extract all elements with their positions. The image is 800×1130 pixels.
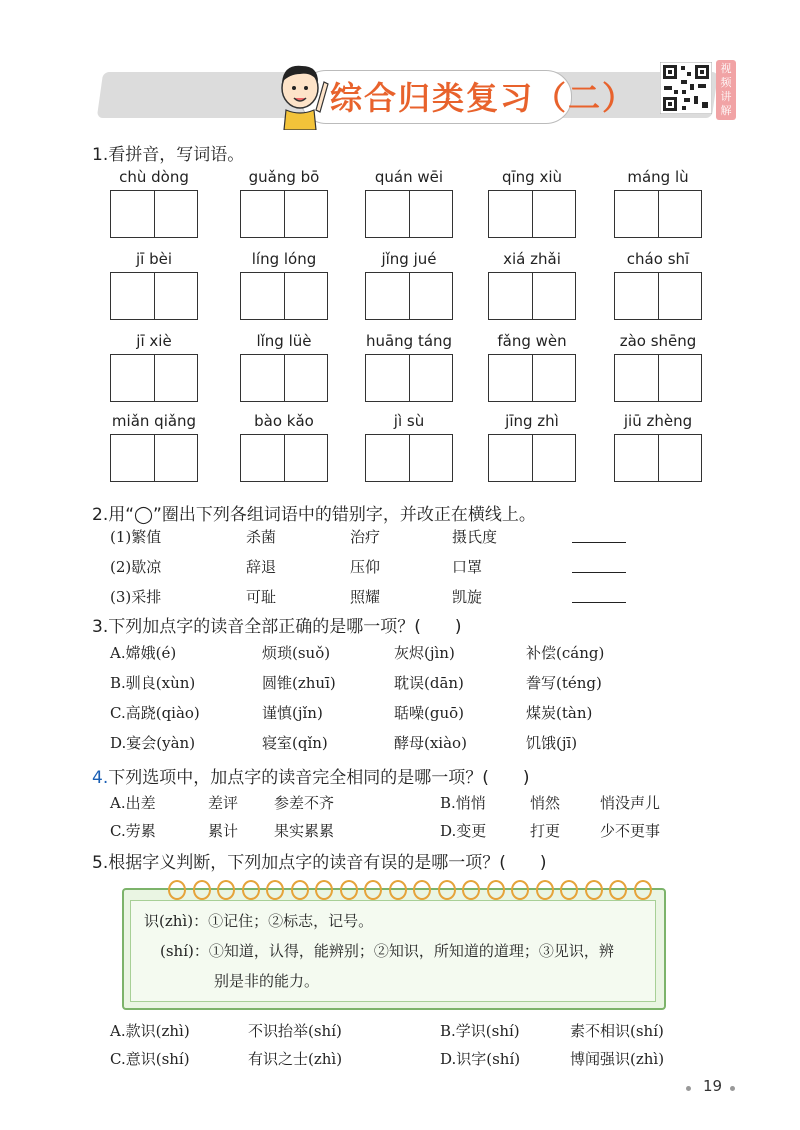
word-item: 摄氏度 [452,528,498,546]
word-item: 辞退 [246,558,277,576]
note-line-1: 识(zhì)：①记住；②标志，记号。 [144,912,374,930]
writing-cell[interactable] [241,435,284,481]
pinyin-label: miǎn qiǎng [111,412,197,430]
pinyin-label: jī bèi [135,250,173,268]
notebook-ring [217,880,235,900]
writing-cell[interactable] [658,191,702,237]
option-word: 不识抬举(shí) [248,1022,342,1040]
writing-cell[interactable] [532,191,576,237]
pinyin-label: xiá zhǎi [503,250,561,268]
notebook-ring [315,880,333,900]
writing-cell[interactable] [658,435,702,481]
writing-cell[interactable] [409,191,453,237]
option-word[interactable]: B.悄悄 [440,794,486,812]
writing-cell[interactable] [111,273,154,319]
writing-box[interactable] [365,272,453,320]
writing-cell[interactable] [532,355,576,401]
option-word[interactable]: C.意识(shí) [110,1050,190,1068]
option-word[interactable]: A.款识(zhì) [110,1022,190,1040]
q4-text: 下列选项中，加点字的读音完全相同的是哪一项？( ) [108,768,530,788]
word-item: 治疗 [350,528,381,546]
writing-cell[interactable] [241,191,284,237]
writing-cell[interactable] [489,435,532,481]
page-title: 综合归类复习（二） [330,79,637,117]
writing-cell[interactable] [154,355,198,401]
writing-cell[interactable] [111,355,154,401]
writing-box[interactable] [614,272,702,320]
pinyin-label: guǎng bō [248,168,320,186]
option-word[interactable]: C.高跷(qiào) [110,704,200,722]
q5-prompt: 5.根据字义判断，下列加点字的读音有误的是哪一项？( ) [92,853,547,873]
writing-box[interactable] [488,190,576,238]
word-item: 可耻 [246,588,277,606]
writing-cell[interactable] [615,355,658,401]
word-item: 口罩 [452,558,483,576]
page-dot-right [730,1086,735,1091]
writing-cell[interactable] [284,355,328,401]
notebook-ring [193,880,211,900]
word-item: 凯旋 [452,588,483,606]
boy-mascot-icon [272,58,334,130]
option-word[interactable]: C.劳累 [110,822,156,840]
option-word: 参差不齐 [274,794,335,812]
notebook-ring [168,880,186,900]
writing-cell[interactable] [658,273,702,319]
answer-line[interactable] [572,572,626,573]
option-word[interactable]: D.宴会(yàn) [110,734,196,752]
option-word: 打更 [530,822,561,840]
option-word[interactable]: B.学识(shí) [440,1022,520,1040]
option-word[interactable]: A.嫦娥(é) [110,644,177,662]
pinyin-label: jiū zhèng [623,412,693,430]
writing-cell[interactable] [366,191,409,237]
writing-cell[interactable] [154,273,198,319]
notebook-ring [266,880,284,900]
pinyin-label: zào shēng [619,332,697,350]
writing-cell[interactable] [111,435,154,481]
option-word: 素不相识(shí) [570,1022,664,1040]
writing-cell[interactable] [366,355,409,401]
notebook-ring [438,880,456,900]
option-word[interactable]: A.出差 [110,794,156,812]
writing-cell[interactable] [489,191,532,237]
option-word: 博闻强识(zhì) [570,1050,665,1068]
writing-cell[interactable] [489,273,532,319]
option-word: 差评 [208,794,239,812]
notebook-ring [634,880,652,900]
notebook-ring [536,880,554,900]
writing-box[interactable] [240,354,328,402]
q4-number: 4. [92,768,109,788]
writing-box[interactable] [365,434,453,482]
answer-line[interactable] [572,542,626,543]
word-item: (2)歇凉 [110,558,162,576]
writing-box[interactable] [110,354,198,402]
option-word: 誊写(téng) [526,674,602,692]
option-word: 补偿(cáng) [526,644,605,662]
pinyin-label: lǐng lüè [256,332,312,350]
option-word: 寝室(qǐn) [262,734,328,752]
writing-box[interactable] [614,434,702,482]
option-word: 果实累累 [274,822,335,840]
option-word: 悄没声儿 [600,794,661,812]
page-dot-left [686,1086,691,1091]
option-word: 悄然 [530,794,561,812]
notebook-ring [389,880,407,900]
writing-box[interactable] [240,434,328,482]
word-item: 照耀 [350,588,381,606]
option-word[interactable]: B.驯良(xùn) [110,674,196,692]
writing-box[interactable] [240,272,328,320]
page-number: 19 [703,1077,723,1095]
pinyin-label: huāng táng [365,332,453,350]
option-word: 累计 [208,822,239,840]
option-word: 谨慎(jǐn) [262,704,323,722]
notebook-ring [609,880,627,900]
writing-cell[interactable] [532,435,576,481]
word-item: (3)采排 [110,588,162,606]
pinyin-label: fǎng wèn [497,332,567,350]
option-word[interactable]: D.识字(shí) [440,1050,521,1068]
pinyin-label: jīng zhì [505,412,559,430]
pinyin-label: bào kǎo [254,412,314,430]
writing-cell[interactable] [284,435,328,481]
pinyin-label: quán wēi [374,168,444,186]
writing-cell[interactable] [532,273,576,319]
word-item: 杀菌 [246,528,277,546]
writing-cell[interactable] [366,273,409,319]
writing-cell[interactable] [241,355,284,401]
pinyin-label: cháo shī [626,250,690,268]
option-word: 少不更事 [600,822,661,840]
notebook-ring [560,880,578,900]
pinyin-label: máng lù [627,168,689,186]
option-word: 有识之士(zhì) [248,1050,343,1068]
writing-box[interactable] [365,190,453,238]
writing-cell[interactable] [658,355,702,401]
notebook-ring [487,880,505,900]
notebook-ring [462,880,480,900]
writing-box[interactable] [614,190,702,238]
option-word[interactable]: D.变更 [440,822,487,840]
notebook-ring [585,880,603,900]
writing-box[interactable] [365,354,453,402]
notebook-ring [291,880,309,900]
q1-prompt: 1.看拼音，写词语。 [92,145,245,165]
note-line-2: (shí)：①知道，认得，能辨别；②知识，所知道的道理；③见识，辨 [160,942,614,960]
pinyin-label: chù dòng [119,168,189,186]
writing-cell[interactable] [409,273,453,319]
notebook-ring [340,880,358,900]
writing-cell[interactable] [284,273,328,319]
notebook-ring [364,880,382,900]
option-word: 煤炭(tàn) [526,704,593,722]
writing-box[interactable] [110,434,198,482]
q2-prompt: 2.用“◯”圈出下列各组词语中的错别字，并改正在横线上。 [92,505,536,525]
notebook-ring [511,880,529,900]
writing-cell[interactable] [615,273,658,319]
writing-cell[interactable] [241,273,284,319]
writing-cell[interactable] [409,435,453,481]
note-line-3: 别是非的能力。 [214,972,320,990]
option-word: 灰烬(jìn) [394,644,455,662]
writing-cell[interactable] [154,435,198,481]
video-tag[interactable]: 视频讲解 [716,60,736,120]
writing-box[interactable] [110,272,198,320]
option-word: 酵母(xiào) [394,734,467,752]
option-word: 圆锥(zhuī) [262,674,336,692]
answer-line[interactable] [572,602,626,603]
writing-box[interactable] [240,190,328,238]
writing-box[interactable] [488,272,576,320]
pinyin-label: qīng xiù [501,168,563,186]
writing-cell[interactable] [284,191,328,237]
pinyin-label: jì sù [393,412,425,430]
writing-box[interactable] [110,190,198,238]
option-word: 烦琐(suǒ) [262,644,331,662]
q3-prompt: 3.下列加点字的读音全部正确的是哪一项？( ) [92,617,462,637]
pinyin-label: jī xiè [136,332,172,350]
option-word: 耽误(dān) [394,674,464,692]
writing-cell[interactable] [154,191,198,237]
writing-box[interactable] [488,434,576,482]
pinyin-label: jǐng jué [381,250,437,268]
notebook-ring [413,880,431,900]
writing-cell[interactable] [409,355,453,401]
qr-code-icon[interactable] [660,62,712,114]
writing-cell[interactable] [111,191,154,237]
pinyin-label: líng lóng [251,250,317,268]
writing-box[interactable] [488,354,576,402]
word-item: 压仰 [350,558,381,576]
writing-cell[interactable] [615,191,658,237]
writing-cell[interactable] [489,355,532,401]
option-word: 饥饿(jī) [526,734,578,752]
writing-cell[interactable] [366,435,409,481]
notebook-ring [242,880,260,900]
writing-cell[interactable] [615,435,658,481]
writing-box[interactable] [614,354,702,402]
option-word: 聒噪(guō) [394,704,464,722]
q4-prompt [92,763,530,788]
word-item: (1)繁值 [110,528,162,546]
